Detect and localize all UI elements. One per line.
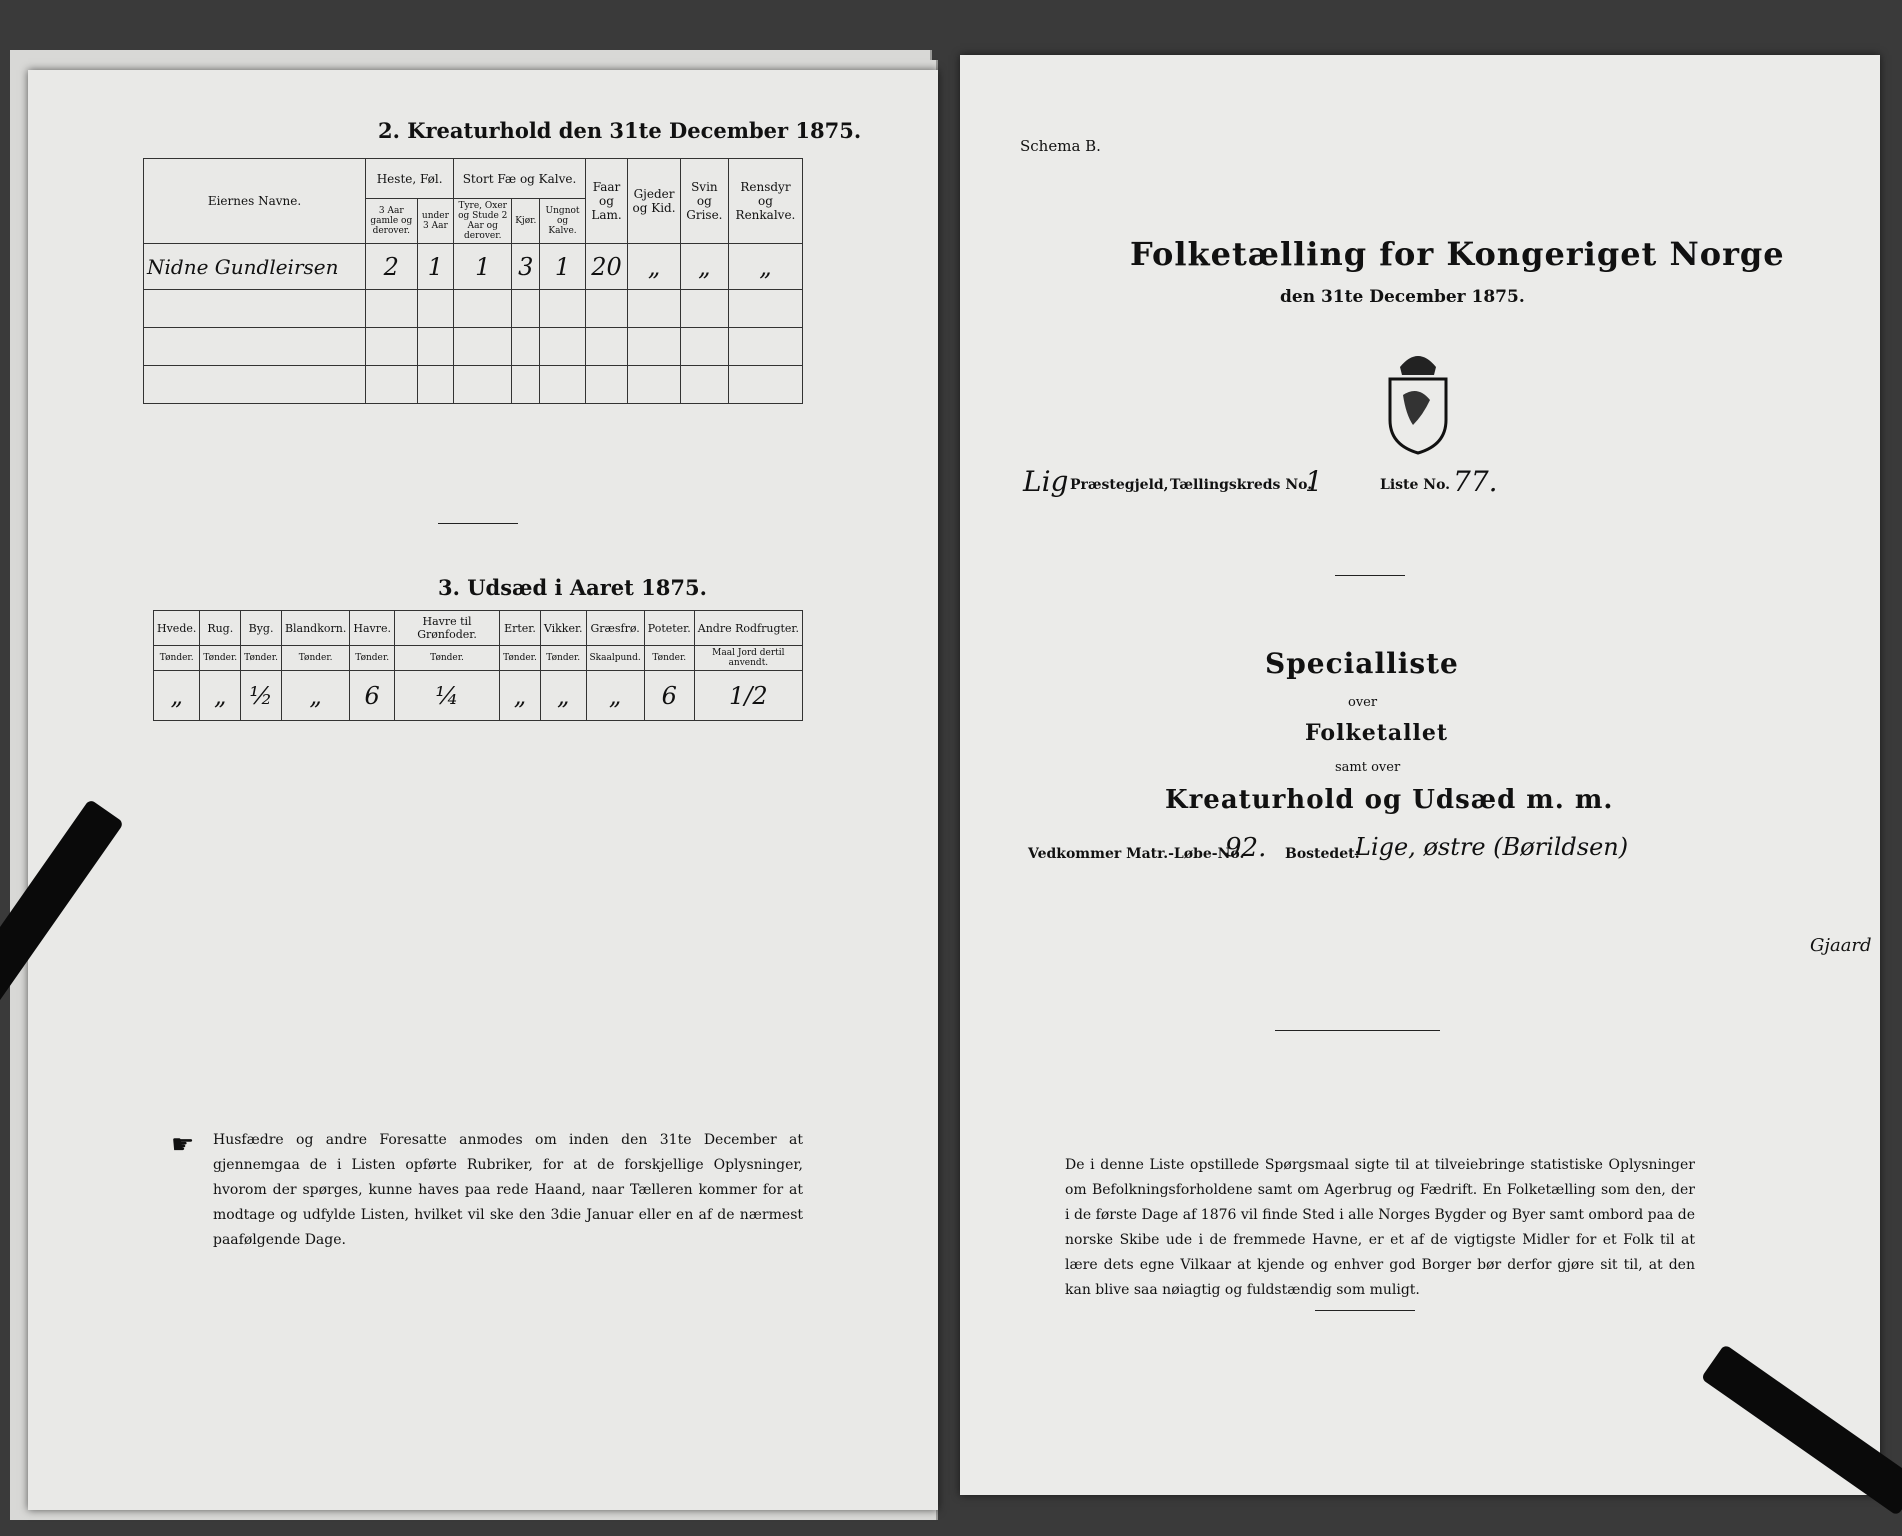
seed-header: Poteter.	[644, 611, 694, 646]
specialliste-heading: Specialliste	[1265, 647, 1459, 680]
bosted-value: Lige, østre (Børildsen)	[1355, 833, 1629, 861]
seed-unit: Tønder.	[500, 646, 541, 671]
table-row	[144, 244, 803, 290]
table-cell: „	[628, 244, 681, 290]
seed-header: Erter.	[500, 611, 541, 646]
owner-name-cell: Nidne Gundleirsen	[144, 244, 366, 290]
left-page	[28, 70, 938, 1510]
table-cell: 1	[454, 244, 512, 290]
coat-of-arms-icon	[1378, 345, 1458, 455]
schema-label: Schema B.	[1020, 137, 1101, 155]
seed-header: Hvede.	[154, 611, 200, 646]
divider-rule	[438, 523, 518, 524]
title-date: den 31te December 1875.	[1280, 287, 1525, 307]
divider-rule	[1275, 1030, 1440, 1031]
cattle-sub-c: Ungnot og Kalve.	[540, 199, 585, 244]
table-cell: 1	[417, 244, 454, 290]
kreaturhold-heading: Kreaturhold og Udsæd m. m.	[1165, 785, 1614, 815]
seed-unit: Tønder.	[200, 646, 241, 671]
information-note: De i denne Liste opstillede Spørgsmaal sigte til at tilveiebringe statistiske Oplysninger om Befolkningsforholdene samt om Agerbrug og Fædrift. En Folketælling som den, der i de første Dage af 1876 vil finde Sted i alle Norges Bygder og Byer samt ombord paa de norske Skibe ude i de fremmede Havne, er et af de vigtigste Midler for et Folk til at lære dets egne Vilkaar at kjende og enhver god Borger bør derfor gjøre sit til, at den kan blive saa nøiagtig og fuldstændig som muligt.	[1065, 1157, 1695, 1298]
parish-label: Præstegjeld,	[1070, 477, 1169, 493]
table-cell: ½	[241, 671, 282, 721]
table-cell: 3	[512, 244, 540, 290]
samt-over-label: samt over	[1335, 760, 1401, 775]
seed-unit: Maal Jord dertil anvendt.	[694, 646, 802, 671]
seed-unit-row	[154, 646, 803, 671]
seed-unit: Tønder.	[350, 646, 395, 671]
seed-header: Græsfrø.	[586, 611, 644, 646]
seed-header: Andre Rodfrugter.	[694, 611, 802, 646]
cattle-sub-b: Kjør.	[512, 199, 540, 244]
table-row	[154, 671, 803, 721]
pigs-header: Svin og Grise.	[680, 159, 728, 244]
seed-header: Byg.	[241, 611, 282, 646]
table-cell: 2	[366, 244, 418, 290]
table-cell: „	[500, 671, 541, 721]
footnote: Husfædre og andre Foresatte anmodes om inden den 31te December at gjennemgaa de i Listen opførte Rubriker, for at de forskjellige Oplysninger, hvorom der spørges, kunne haves paa rede Haand, naar Tælleren kommer for at modtage og udfylde Listen, hvilket vil ske den 3die Januar eller en af de nærmest paafølgende Dage.	[213, 1132, 803, 1248]
horses-header: Heste, Føl.	[366, 159, 454, 199]
table-cell: 20	[585, 244, 627, 290]
table-cell: 1	[540, 244, 585, 290]
seed-unit: Tønder.	[395, 646, 500, 671]
table-cell: „	[728, 244, 802, 290]
cattle-header: Stort Fæ og Kalve.	[454, 159, 585, 199]
list-no: 77.	[1453, 465, 1498, 498]
page-title: Folketælling for Kongeriget Norge	[1130, 235, 1785, 273]
section2-title: 2. Kreaturhold den 31te December 1875.	[378, 118, 862, 143]
right-page	[960, 55, 1880, 1495]
table-row	[144, 366, 803, 404]
reindeer-header: Rensdyr og Renkalve.	[728, 159, 802, 244]
sheep-header: Faar og Lam.	[585, 159, 627, 244]
horses-sub-a: 3 Aar gamle og derover.	[366, 199, 418, 244]
table-cell: „	[200, 671, 241, 721]
margin-handwriting: Gjaard	[1810, 935, 1872, 956]
seed-header-row	[154, 611, 803, 646]
table-cell: „	[680, 244, 728, 290]
divider-rule	[1335, 575, 1405, 576]
seed-unit: Tønder.	[281, 646, 349, 671]
list-label: Liste No.	[1380, 477, 1451, 493]
section3-title: 3. Udsæd i Aaret 1875.	[438, 575, 707, 600]
seed-header: Vikker.	[540, 611, 586, 646]
owner-header: Eiernes Navne.	[144, 159, 366, 244]
seed-table	[153, 610, 803, 721]
table-row	[144, 290, 803, 328]
pointing-hand-icon: ☛	[171, 1130, 195, 1160]
district-no: 1	[1305, 465, 1323, 498]
over-label: over	[1348, 695, 1378, 710]
seed-unit: Tønder.	[154, 646, 200, 671]
goats-header: Gjeder og Kid.	[628, 159, 681, 244]
table-cell: ¼	[395, 671, 500, 721]
district-label: Tællingskreds No.	[1170, 477, 1313, 493]
matr-no: 92.	[1225, 833, 1267, 863]
table-cell: 1/2	[694, 671, 802, 721]
table-cell: „	[586, 671, 644, 721]
table-row	[144, 328, 803, 366]
seed-header: Havre.	[350, 611, 395, 646]
seed-unit: Tønder.	[644, 646, 694, 671]
table-cell: „	[540, 671, 586, 721]
bosted-label: Bostedet:	[1285, 846, 1360, 862]
table-cell: „	[281, 671, 349, 721]
livestock-table	[143, 158, 803, 404]
seed-header: Havre til Grønfoder.	[395, 611, 500, 646]
seed-header: Rug.	[200, 611, 241, 646]
table-cell: „	[154, 671, 200, 721]
matr-label: Vedkommer Matr.-Løbe-No.	[1028, 846, 1245, 862]
cattle-sub-a: Tyre, Oxer og Stude 2 Aar og derover.	[454, 199, 512, 244]
seed-header: Blandkorn.	[281, 611, 349, 646]
seed-unit: Tønder.	[241, 646, 282, 671]
horses-sub-b: under 3 Aar	[417, 199, 454, 244]
divider-rule	[1315, 1310, 1415, 1311]
parish-hand: Lig	[1023, 465, 1069, 498]
seed-unit: Skaalpund.	[586, 646, 644, 671]
table-cell: 6	[644, 671, 694, 721]
seed-unit: Tønder.	[540, 646, 586, 671]
folketallet-heading: Folketallet	[1305, 720, 1448, 746]
table-cell: 6	[350, 671, 395, 721]
